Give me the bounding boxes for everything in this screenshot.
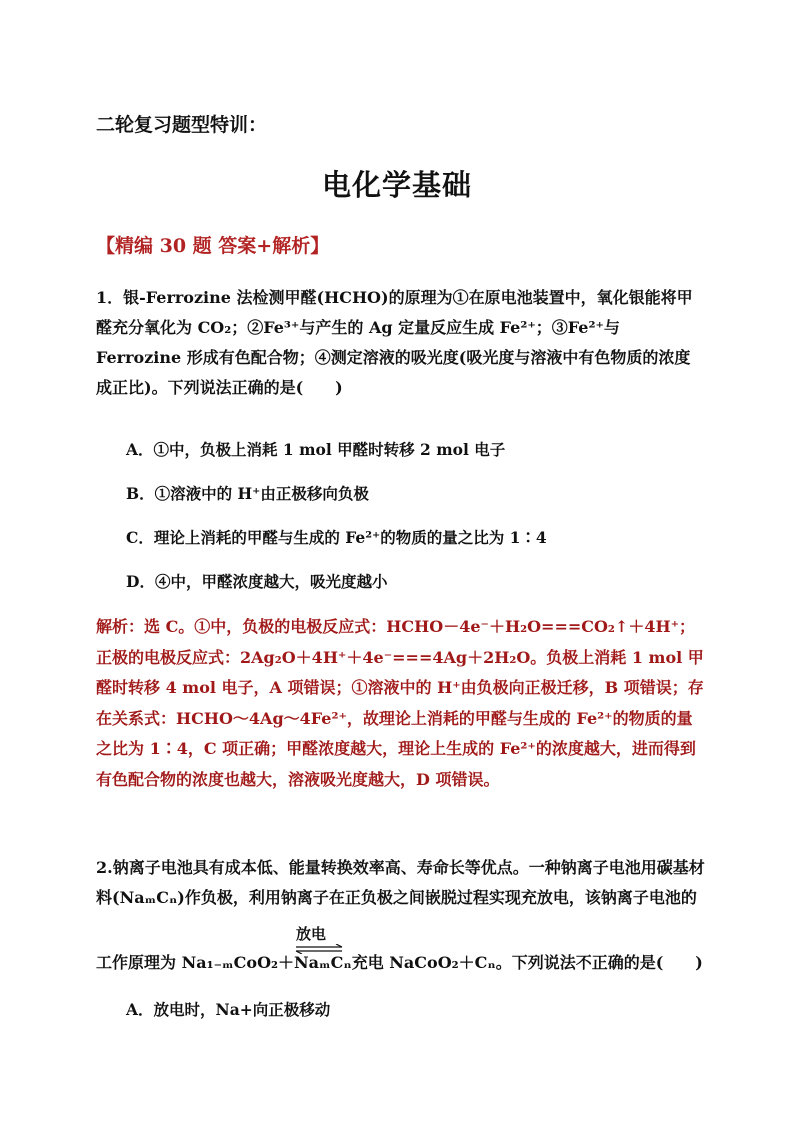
arrow-bottom-label: 充电 [351, 953, 384, 972]
question-1-analysis: 解析：选 C。①中，负极的电极反应式：HCHO－4e⁻＋H₂O===CO₂↑＋4H⁺；正极的电极反应式：2Ag₂O＋4H⁺＋4e⁻===4Ag＋2H₂O。负极上消耗 1 mol 甲醛时转移 4 mol 电子，A 项错误；①溶液中的 H⁺由负极向正极迁移，B 项错误；存在关系式：HCHO～4Ag～4Fe²⁺，故理论上消耗的甲醛与生成的 Fe²⁺的物质的量之比为 1∶4，C 项正确；甲醛浓度越大，理论上生成的 Fe²⁺的浓度越大，进而得到有色配合物的浓度也越大，溶液吸光度越大，D 项错误。 [96, 617, 704, 789]
arrow-top-label: 放电 [296, 925, 327, 943]
question-1-option-b: B．①溶液中的 H⁺由正极移向负极 [126, 484, 369, 503]
question-2-stem: 2.钠离子电池具有成本低、能量转换效率高、寿命长等优点。一种钠离子电池用碳基材料(NaₘCₙ)作负极，利用钠离子在正负极之间嵌脱过程实现充放电，该钠离子电池的 [96, 858, 705, 907]
question-1-stem: 1．银-Ferrozine 法检测甲醛(HCHO)的原理为①在原电池装置中，氧化银能将甲醛充分氧化为 CO₂；②Fe³⁺与产生的 Ag 定量反应生成 Fe²⁺；③Fe²⁺与 Ferrozine 形成有色配合物；④测定溶液的吸光度(吸光度与溶液中有色物质的浓度成正比)。下列说法正确的是( ) [96, 288, 693, 397]
formula-prefix: 工作原理为 Na₁₋ₘCoO₂＋NaₘCₙ [96, 953, 352, 972]
reversible-arrow-icon [294, 944, 344, 954]
question-1-option-a: A．①中，负极上消耗 1 mol 甲醛时转移 2 mol 电子 [126, 440, 506, 459]
question-2-formula [96, 925, 703, 973]
formula-suffix: NaCoO₂＋Cₙ。下列说法不正确的是( ) [383, 953, 703, 972]
page-title: 电化学基础 [321, 168, 472, 202]
page-subtitle: 【精编 30 题 答案+解析】 [96, 235, 330, 257]
series-label: 二轮复习题型特训： [96, 114, 268, 136]
question-2-option-a: A．放电时，Na+向正极移动 [126, 1000, 331, 1019]
question-1-option-d: D．④中，甲醛浓度越大，吸光度越小 [126, 572, 388, 591]
question-1-option-c: C．理论上消耗的甲醛与生成的 Fe²⁺的物质的量之比为 1∶4 [126, 528, 547, 547]
